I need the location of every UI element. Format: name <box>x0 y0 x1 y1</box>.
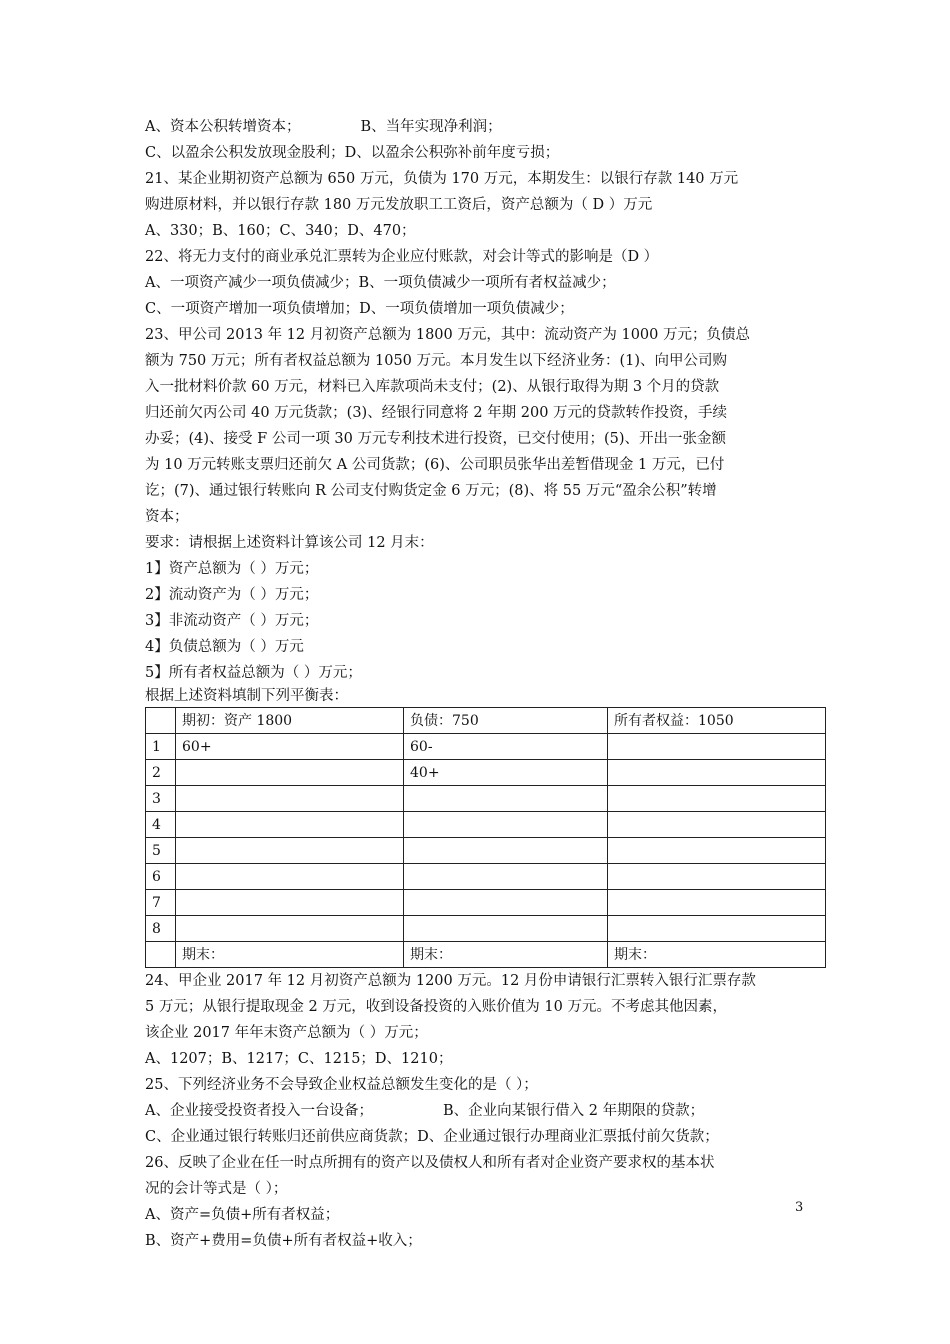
table-cell: 8 <box>146 916 176 942</box>
question-24-line: 该企业 2017 年年末资产总额为（ ）万元； <box>145 1025 428 1041</box>
table-row <box>146 734 826 760</box>
question-26-option: A、资产=负债+所有者权益； <box>145 1207 340 1223</box>
table-cell: 1 <box>146 734 176 760</box>
question-26-option: B、资产+费用=负债+所有者权益+收入； <box>145 1233 422 1249</box>
table-cell <box>608 786 826 812</box>
question-23-line: 额为 750 万元；所有者权益总额为 1050 万元。本月发生以下经济业务：(1)、向甲公司购 <box>145 353 728 369</box>
table-cell <box>404 812 608 838</box>
question-23-requirement: 要求：请根据上述资料计算该公司 12 月末： <box>145 535 434 551</box>
table-cell: 5 <box>146 838 176 864</box>
table-cell: 期末： <box>608 942 826 968</box>
table-row <box>146 838 826 864</box>
table-cell: 2 <box>146 760 176 786</box>
table-row <box>146 916 826 942</box>
table-cell: 3 <box>146 786 176 812</box>
question-23-item: 4】负债总额为（ ）万元 <box>145 639 304 655</box>
table-cell <box>608 812 826 838</box>
table-cell <box>176 838 404 864</box>
question-23-item: 2】流动资产为（ ）万元； <box>145 587 319 603</box>
option-line: C、以盈余公积发放现金股利；D、以盈余公积弥补前年度亏损； <box>145 145 560 161</box>
question-21-stem: 购进原材料，并以银行存款 180 万元发放职工工资后，资产总额为（ D ）万元 <box>145 197 653 213</box>
table-cell: 60+ <box>176 734 404 760</box>
question-24-options: A、1207；B、1217；C、1215；D、1210； <box>145 1051 453 1067</box>
question-21-stem: 21、某企业期初资产总额为 650 万元，负债为 170 万元，本期发生：以银行存款 140 万元 <box>145 171 739 187</box>
table-cell <box>608 890 826 916</box>
table-row <box>146 760 826 786</box>
table-cell <box>146 942 176 968</box>
question-23-line: 讫；(7)、通过银行转账向 R 公司支付购货定金 6 万元；(8)、将 55 万元“盈余公积”转增 <box>145 483 717 499</box>
table-cell <box>404 890 608 916</box>
table-cell <box>176 916 404 942</box>
table-cell <box>608 864 826 890</box>
table-cell: 4 <box>146 812 176 838</box>
question-25-options: C、企业通过银行转账归还前供应商货款；D、企业通过银行办理商业汇票抵付前欠货款； <box>145 1129 719 1145</box>
question-23-line: 23、甲公司 2013 年 12 月初资产总额为 1800 万元，其中：流动资产为 1000 万元；负债总 <box>145 327 750 343</box>
table-cell: 7 <box>146 890 176 916</box>
question-24-line: 24、甲企业 2017 年 12 月初资产总额为 1200 万元。12 月份申请银行汇票转入银行汇票存款 <box>145 973 756 989</box>
table-row <box>146 786 826 812</box>
table-cell: 6 <box>146 864 176 890</box>
table-row <box>146 864 826 890</box>
document-body <box>145 114 825 1254</box>
question-26-stem: 26、反映了企业在任一时点所拥有的资产以及债权人和所有者对企业资产要求权的基本状 <box>145 1155 715 1171</box>
table-cell: 所有者权益：1050 <box>608 708 826 734</box>
table-cell <box>608 734 826 760</box>
table-cell: 期初：资产 1800 <box>176 708 404 734</box>
table-cell <box>176 786 404 812</box>
table-cell <box>176 864 404 890</box>
question-26-stem: 况的会计等式是（ ）； <box>145 1181 288 1197</box>
table-cell <box>176 890 404 916</box>
question-25-options <box>145 1098 825 1124</box>
table-cell: 期末： <box>176 942 404 968</box>
balance-table <box>145 707 826 968</box>
question-23-line: 为 10 万元转账支票归还前欠 A 公司货款；(6)、公司职员张华出差暂借现金 1 万元，已付 <box>145 457 725 473</box>
page-number: 3 <box>795 1200 804 1215</box>
question-21-options: A、330；B、160；C、340；D、470； <box>145 223 416 239</box>
table-cell <box>404 786 608 812</box>
table-cell <box>608 760 826 786</box>
table-cell: 期末： <box>404 942 608 968</box>
table-cell <box>176 812 404 838</box>
option-text: B、企业向某银行借入 2 年期限的贷款； <box>442 1103 705 1119</box>
option-text: A、企业接受投资者投入一台设备； <box>145 1103 373 1119</box>
question-22-options: A、一项资产减少一项负债减少；B、一项负债减少一项所有者权益减少； <box>145 275 616 291</box>
question-25-stem: 25、下列经济业务不会导致企业权益总额发生变化的是（ ）； <box>145 1077 538 1093</box>
table-cell <box>176 760 404 786</box>
option-line <box>145 114 825 140</box>
question-23-item: 1】资产总额为（ ）万元； <box>145 561 319 577</box>
table-cell <box>404 864 608 890</box>
table-cell <box>404 838 608 864</box>
question-23-item: 3】非流动资产（ ）万元； <box>145 613 319 629</box>
table-row <box>146 812 826 838</box>
table-row <box>146 890 826 916</box>
question-23-line: 入一批材料价款 60 万元，材料已入库款项尚未支付；(2)、从银行取得为期 3 个月的贷款 <box>145 379 720 395</box>
question-23-item: 5】所有者权益总额为（ ）万元； <box>145 665 362 681</box>
question-23-line: 资本； <box>145 509 189 525</box>
table-intro: 根据上述资料填制下列平衡表： <box>145 688 348 704</box>
question-22-stem: 22、将无力支付的商业承兑汇票转为企业应付账款，对会计等式的影响是（D ） <box>145 249 659 265</box>
table-cell: 40+ <box>404 760 608 786</box>
option-text: A、资本公积转增资本； <box>145 119 301 135</box>
table-cell <box>146 708 176 734</box>
question-24-line: 5 万元；从银行提取现金 2 万元，收到设备投资的入账价值为 10 万元。不考虑其他因素， <box>145 999 727 1015</box>
question-22-options: C、一项资产增加一项负债增加；D、一项负债增加一项负债减少； <box>145 301 574 317</box>
table-cell: 负债：750 <box>404 708 608 734</box>
table-header-row <box>146 708 826 734</box>
question-23-line: 办妥；(4)、接受 F 公司一项 30 万元专利技术进行投资，已交付使用；(5)、开出一张金额 <box>145 431 727 447</box>
table-cell <box>404 916 608 942</box>
question-23-line: 归还前欠丙公司 40 万元货款；(3)、经银行同意将 2 年期 200 万元的贷款转作投资，手续 <box>145 405 728 421</box>
option-text: B、当年实现净利润； <box>360 119 502 135</box>
table-footer-row <box>146 942 826 968</box>
table-cell <box>608 838 826 864</box>
table-cell: 60- <box>404 734 608 760</box>
table-cell <box>608 916 826 942</box>
